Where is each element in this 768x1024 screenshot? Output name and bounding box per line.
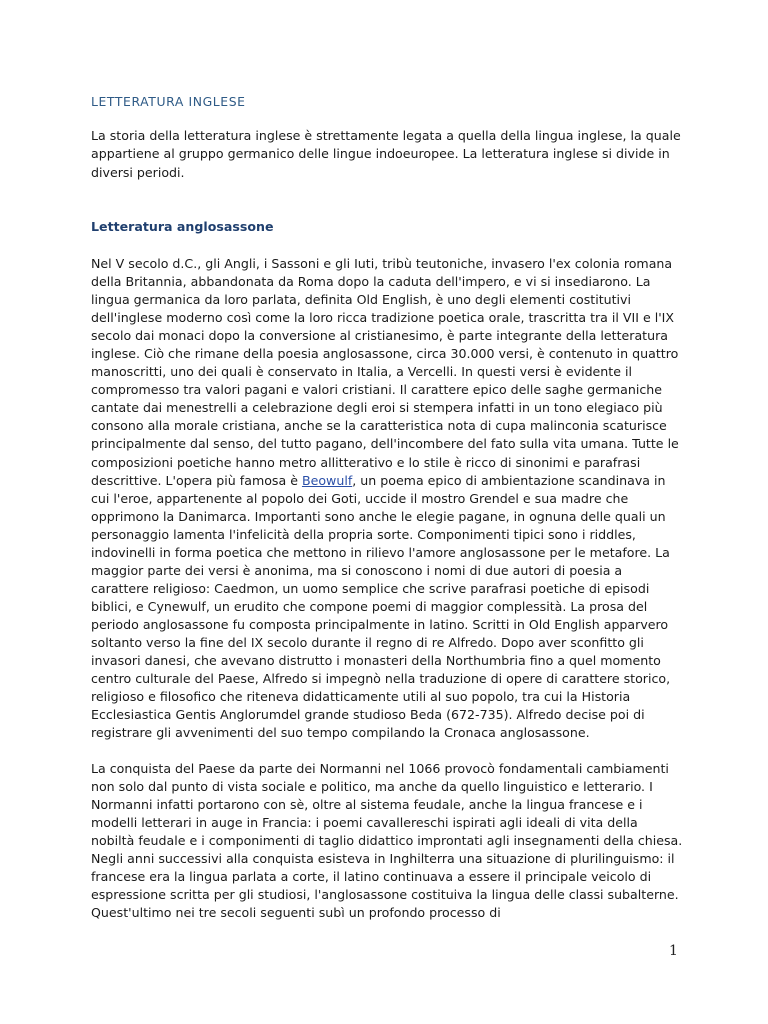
document-title: LETTERATURA INGLESE [91, 94, 246, 109]
intro-paragraph: La storia della letteratura inglese è strettamente legata a quella della lingua inglese, la quale appartiene al gruppo germanico delle lingue indoeuropee. La letteratura inglese si divide in diversi periodi. [91, 128, 681, 180]
paragraph-anglosassone-text-end: , un poema epico di ambientazione scandinava in cui l'eroe, appartenente al popolo dei Goti, uccide il mostro Grendel e sua madre che opprimono la Danimarca. Importanti sono anche le elegie pagane, in ognuna delle quali un personaggio lamenta l'infelicità della propria sorte. Componimenti tipici sono i riddles, indovinelli in forma poetica che mettono in rilievo l'amore anglosassone per le metafore. La maggior parte dei versi è anonima, ma si conoscono i nomi di due autori di poesia a carattere religioso: Caedmon, un uomo semplice che scrive parafrasi poetiche di episodi biblici, e Cynewulf, un erudito che compone poemi di maggior complessità. La prosa del periodo anglosassone fu composta principalmente in latino. Scritti in Old English apparvero soltanto verso la fine del IX secolo durante il regno di re Alfredo. Dopo aver sconfitto gli invasori danesi, che avevano distrutto i monasteri della Northumbria fino a quel momento centro culturale del Paese, Alfredo si impegnò nella traduzione di opere di carattere storico, religioso e filosofico che riteneva didatticamente utili al suo popolo, tra cui la Historia Ecclesiastica Gentis Anglorumdel grande studioso Beda (672-735). Alfredo decise poi di registrare gli avvenimenti del suo tempo compilando la Cronaca anglosassone. [91, 472, 671, 741]
paragraph-normanni: La conquista del Paese da parte dei Normanni nel 1066 provocò fondamentali cambiamenti non solo dal punto di vista sociale e politico, ma anche da quello linguistico e letterario. I Normanni infatti portarono con sè, oltre al sistema feudale, anche la lingua francese e i modelli letterari in auge in Francia: i poemi cavallereschi ispirati agli ideali di vita della nobiltà feudale e i componimenti di taglio didattico improntati agli insegnamenti della chiesa. Negli anni successivi alla conquista esisteva in Inghilterra una situazione di plurilinguismo: il francese era la lingua parlata a corte, il latino continuava a essere il principale veicolo di espressione scritta per gli studiosi, l'anglosassone costituiva la lingua delle classi subalterne. Quest'ultimo nei tre secoli seguenti subì un profondo processo di [91, 761, 683, 921]
section-heading-anglosassone: Letteratura anglosassone [91, 219, 274, 234]
paragraph-anglosassone-text-start: Nel V secolo d.C., gli Angli, i Sassoni e gli Iuti, tribù teutoniche, invasero l'ex colonia romana della Britannia, abbandonata da Roma dopo la caduta dell'impero, e vi si insediarono. La lingua germanica da loro parlata, definita Old English, è uno degli elementi costitutivi dell'inglese moderno così come la loro ricca tradizione poetica orale, trascritta tra il VII e l'IX secolo dai monaci dopo la conversione al cristianesimo, è parte integrante della letteratura inglese. Ciò che rimane della poesia anglosassone, circa 30.000 versi, è contenuto in quattro manoscritti, uno dei quali è conservato in Italia, a Vercelli. In questi versi è evidente il compromesso tra valori pagani e valori cristiani. Il carattere epico delle saghe germaniche cantate dai menestrelli a celebrazione degli eroi si stempera infatti in un tono elegiaco più consono alla morale cristiana, anche se la caratteristica nota di cupa malinconia scaturisce principalmente dal senso, del tutto pagano, dell'incombere del fato sulla vita umana. Tutte le composizioni poetiche hanno metro allitterativo e lo stile è ricco di sinonimi e parafrasi descrittive. L'opera più famosa è [91, 256, 679, 488]
page-number: 1 [669, 943, 678, 959]
beowulf-link[interactable]: Beowulf [301, 472, 353, 488]
paragraph-anglosassone [91, 255, 683, 742]
